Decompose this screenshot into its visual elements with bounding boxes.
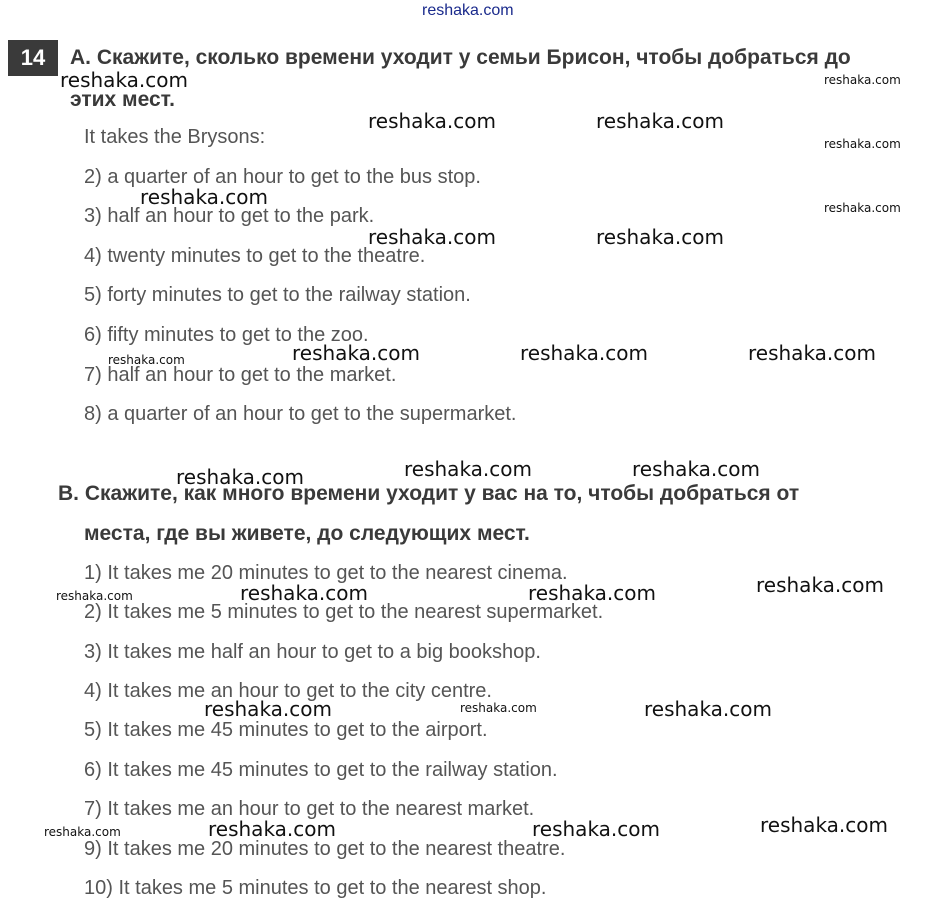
list-item: 3) It takes me half an hour to get to a big bookshop. [84, 641, 541, 663]
watermark: reshaka.com [632, 457, 760, 481]
watermark: reshaka.com [824, 137, 901, 151]
list-item: 1) It takes me 20 minutes to get to the nearest cinema. [84, 562, 568, 584]
list-item: 2) It takes me 5 minutes to get to the nearest supermarket. [84, 601, 604, 623]
watermark: reshaka.com [368, 225, 496, 249]
list-item: 8) a quarter of an hour to get to the supermarket. [84, 403, 517, 425]
part-b-heading-line2: места, где вы живете, до следующих мест. [84, 522, 530, 545]
list-item: 4) It takes me an hour to get to the city centre. [84, 680, 492, 702]
watermark: reshaka.com [204, 697, 332, 721]
part-b-heading-line1: В. Скажите, как много времени уходит у вас на то, чтобы добраться от [58, 482, 800, 505]
list-item: 7) half an hour to get to the market. [84, 364, 397, 386]
watermark: reshaka.com [644, 697, 772, 721]
list-item: 9) It takes me 20 minutes to get to the nearest theatre. [84, 838, 566, 860]
list-item: 4) twenty minutes to get to the theatre. [84, 245, 426, 267]
watermark: reshaka.com [760, 813, 888, 837]
part-a-heading-line1: А. Скажите, сколько времени уходит у семьи Брисон, чтобы добраться до [70, 46, 851, 69]
list-item: 10) It takes me 5 minutes to get to the nearest shop. [84, 877, 547, 899]
watermark: reshaka.com [404, 457, 532, 481]
watermark: reshaka.com [460, 701, 537, 715]
watermark: reshaka.com [240, 581, 368, 605]
site-url[interactable]: reshaka.com [422, 2, 514, 19]
watermark: reshaka.com [292, 341, 420, 365]
list-item: 2) a quarter of an hour to get to the bus stop. [84, 166, 481, 188]
list-item: 6) fifty minutes to get to the zoo. [84, 324, 369, 346]
list-item: 3) half an hour to get to the park. [84, 205, 375, 227]
watermark: reshaka.com [208, 817, 336, 841]
watermark: reshaka.com [108, 353, 185, 367]
watermark: reshaka.com [596, 109, 724, 133]
watermark: reshaka.com [520, 341, 648, 365]
list-item: 5) It takes me 45 minutes to get to the airport. [84, 719, 488, 741]
watermark: reshaka.com [56, 589, 133, 603]
watermark: reshaka.com [528, 581, 656, 605]
watermark: reshaka.com [176, 465, 304, 489]
part-a-intro: It takes the Brysons: [84, 126, 266, 148]
list-item: 5) forty minutes to get to the railway station. [84, 284, 471, 306]
watermark: reshaka.com [140, 185, 268, 209]
watermark: reshaka.com [368, 109, 496, 133]
watermark: reshaka.com [532, 817, 660, 841]
list-item: 7) It takes me an hour to get to the nearest market. [84, 798, 535, 820]
watermark: reshaka.com [824, 73, 901, 87]
exercise-number-badge: 14 [8, 40, 58, 76]
watermark: reshaka.com [60, 68, 188, 92]
watermark: reshaka.com [44, 825, 121, 839]
watermark: reshaka.com [824, 201, 901, 215]
watermark: reshaka.com [596, 225, 724, 249]
part-a-heading-line2: этих мест. [70, 88, 175, 111]
list-item: 6) It takes me 45 minutes to get to the railway station. [84, 759, 558, 781]
watermark: reshaka.com [748, 341, 876, 365]
watermark: reshaka.com [756, 573, 884, 597]
